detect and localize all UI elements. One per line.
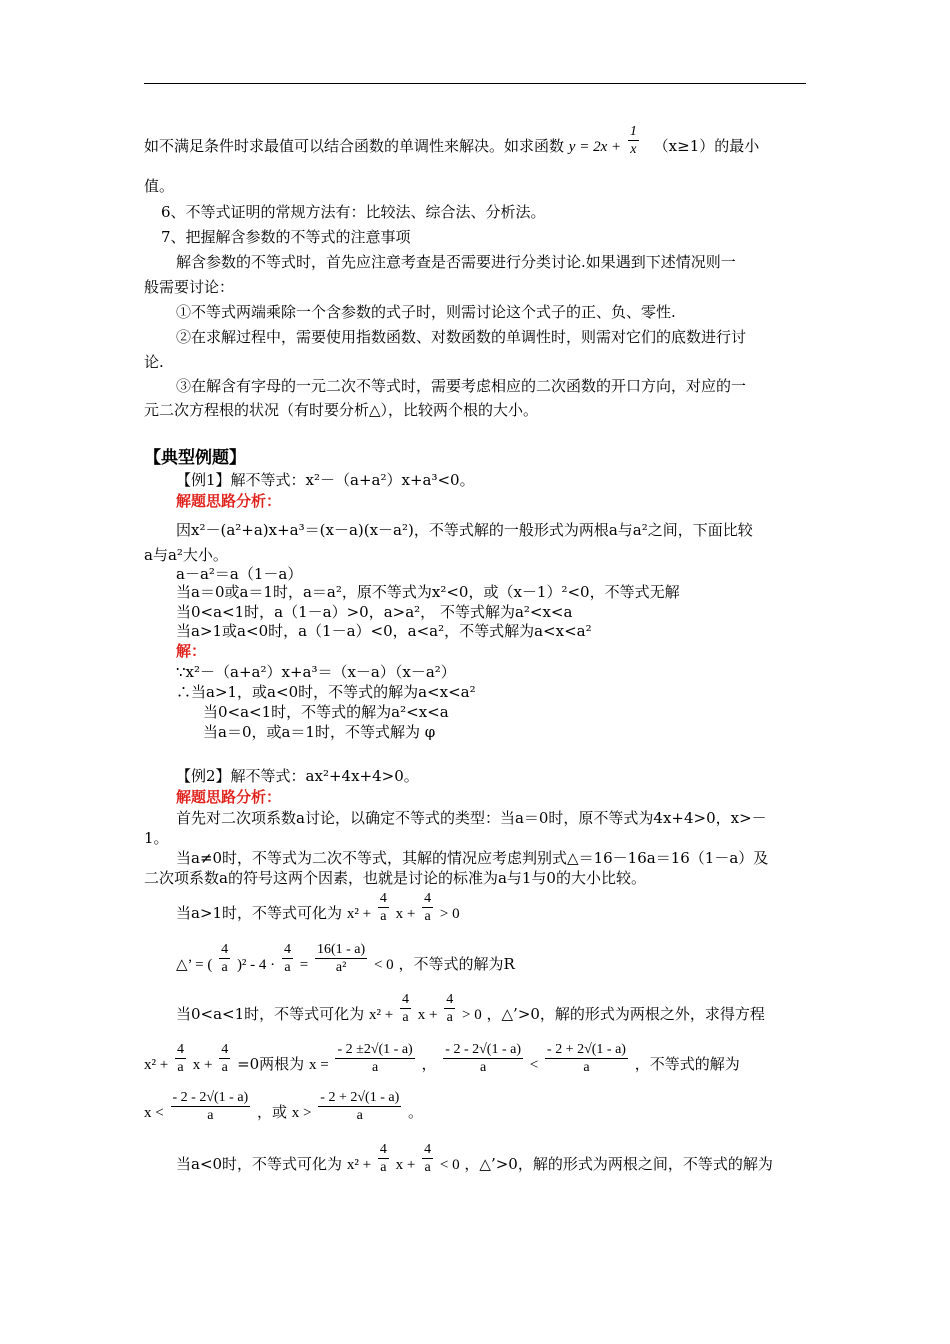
example-2-title: 【例2】解不等式：ax²+4x+4>0。 [176, 767, 419, 785]
fraction-4-over-a: $\frac{4}{a}$ [221, 1041, 229, 1075]
example-2-case-3: 当a<0时，不等式可化为 x² + $\frac{4}{a}$ x + $\frac{4}{a}$ < 0 ，△’>0，解的形式为两根之间，不等式的解为 [176, 1141, 773, 1175]
example-2-roots: x² + $\frac{4}{a}$ x + $\frac{4}{a}$ =0两根为 x = $\frac{- 2 \pm 2√(1 - a)}{a}$ ， $\frac{- 2 - 2√(1 - a)}{a}$ < $\frac{- 2 + 2√(1 - a)}{a}$ ，不等式的解为 [144, 1041, 740, 1075]
example-1-solution-3: 当0<a<1时，不等式的解为a²<x<a [203, 703, 449, 721]
example-1-solution-2: ∴当a>1，或a<0时，不等式的解为a<x<a² [176, 683, 476, 701]
function-fraction: $\frac{1}{x}$ [629, 123, 637, 157]
root-plus-fraction: $\frac{- 2 + 2√(1 - a)}{a}$ [320, 1089, 400, 1123]
item-7: 7、把握解含参数的不等式的注意事项 [161, 228, 411, 246]
intro-line-1 [144, 123, 760, 158]
condition-1: ①不等式两端乘除一个含参数的式子时，则需讨论这个式子的正、负、零性. [176, 303, 676, 321]
example-1-analysis-4: 当a＝0或a＝1时，a＝a²，原不等式为x²<0，或（x－1）²<0，不等式无解 [176, 583, 680, 601]
header-rule [144, 83, 806, 84]
condition-2a: ②在求解过程中，需要使用指数函数、对数函数的单调性时，则需对它们的底数进行讨 [176, 328, 747, 346]
example-2-case-2: 当0<a<1时，不等式可化为 x² + $\frac{4}{a}$ x + $\frac{4}{a}$ > 0 ，△’>0，解的形式为两根之外，求得方程 [176, 991, 765, 1025]
fraction-4-over-a: $\frac{4}{a}$ [379, 890, 387, 924]
example-1-analysis-6: 当a>1或a<0时，a（1－a）<0，a<a²，不等式解为a<x<a² [176, 622, 592, 640]
intro-text: 如不满足条件时求最值可以结合函数的单调性来解决。如求函数 [144, 137, 565, 155]
example-2-analysis-1: 首先对二次项系数a讨论，以确定不等式的类型：当a＝0时，原不等式为4x+4>0，x>－ [176, 809, 767, 827]
example-1-solution-1: ∵x²－（a+a²）x+a³＝（x－a）（x－a²） [176, 663, 456, 681]
example-2-analysis-2: 1。 [144, 829, 169, 847]
paragraph-1a: 解含参数的不等式时，首先应注意考查是否需要进行分类讨论.如果遇到下述情况则一 [176, 253, 736, 271]
condition-3a: ③在解含有字母的一元二次不等式时，需要考虑相应的二次函数的开口方向，对应的一 [176, 377, 747, 395]
example-1-analysis-label: 解题思路分析： [176, 492, 282, 510]
example-2-case-1: 当a>1时，不等式可化为 x² + $\frac{4}{a}$ x + $\frac{4}{a}$ > 0 [176, 890, 460, 924]
fraction-4-over-a: $\frac{4}{a}$ [446, 991, 454, 1025]
fraction-4-over-a: $\frac{4}{a}$ [221, 941, 229, 975]
root-plus-fraction: $\frac{- 2 + 2√(1 - a)}{a}$ [547, 1041, 626, 1075]
root-minus-fraction: $\frac{- 2 - 2√(1 - a)}{a}$ [172, 1089, 249, 1123]
example-2-analysis-4: 二次项系数a的符号这两个因素，也就是讨论的标准为a与1与0的大小比较。 [144, 869, 646, 887]
fraction-4-over-a: $\frac{4}{a}$ [401, 991, 409, 1025]
root-pm-fraction: $\frac{- 2 \pm 2√(1 - a)}{a}$ [337, 1041, 413, 1075]
intro-line-2: 值。 [144, 177, 175, 195]
discriminant-fraction: $\frac{16(1 - a)}{\text{a²}}$ [316, 941, 366, 975]
fraction-4-over-a: $\frac{4}{a}$ [424, 890, 432, 924]
example-2-analysis-3: 当a≠0时，不等式为二次不等式，其解的情况应考虑判别式△＝16－16a＝16（1－a）及 [176, 849, 769, 867]
example-2-analysis-label: 解题思路分析： [176, 788, 282, 806]
example-2-discriminant: △’ = ( $\frac{4}{a}$ )² - 4 · $\frac{4}{a}$ = $\frac{16(1 - a)}{\text{a²}}$ < 0 ，不等式的解为R [176, 941, 515, 975]
example-2-solution-set: x < $\frac{- 2 - 2√(1 - a)}{a}$ ，或 x > $\frac{- 2 + 2√(1 - a)}{a}$ 。 [144, 1089, 424, 1123]
root-minus-fraction: $\frac{- 2 - 2√(1 - a)}{a}$ [445, 1041, 521, 1075]
item-6: 6、不等式证明的常规方法有：比较法、综合法、分析法。 [161, 203, 546, 221]
example-1-analysis-5: 当0<a<1时，a（1－a）>0，a>a²， 不等式解为a²<x<a [176, 603, 573, 621]
function-expression: y = 2x + [568, 139, 622, 155]
section-heading: 【典型例题】 [144, 448, 246, 468]
example-1-solution-label: 解： [176, 642, 207, 660]
example-1-analysis-2: a与a²大小。 [144, 546, 228, 564]
example-1-analysis-1: 因x²－(a²+a)x+a³＝(x－a)(x－a²)，不等式解的一般形式为两根a与a²之间，下面比较 [176, 521, 753, 539]
example-1-analysis-3: a－a²＝a（1－a） [176, 565, 303, 583]
fraction-4-over-a: $\frac{4}{a}$ [283, 941, 291, 975]
fraction-4-over-a: $\frac{4}{a}$ [379, 1141, 387, 1175]
fraction-4-over-a: $\frac{4}{a}$ [177, 1041, 184, 1075]
fraction-4-over-a: $\frac{4}{a}$ [424, 1141, 432, 1175]
intro-text-end: （x≥1）的最小 [653, 137, 760, 155]
example-1-solution-4: 当a＝0，或a＝1时，不等式解为 φ [203, 723, 436, 741]
example-1-title: 【例1】解不等式：x²－（a+a²）x+a³<0。 [176, 471, 475, 489]
paragraph-1b: 般需要讨论： [144, 278, 235, 296]
condition-3b: 元二次方程根的状况（有时要分析△），比较两个根的大小。 [144, 401, 539, 419]
condition-2b: 论. [144, 353, 164, 371]
